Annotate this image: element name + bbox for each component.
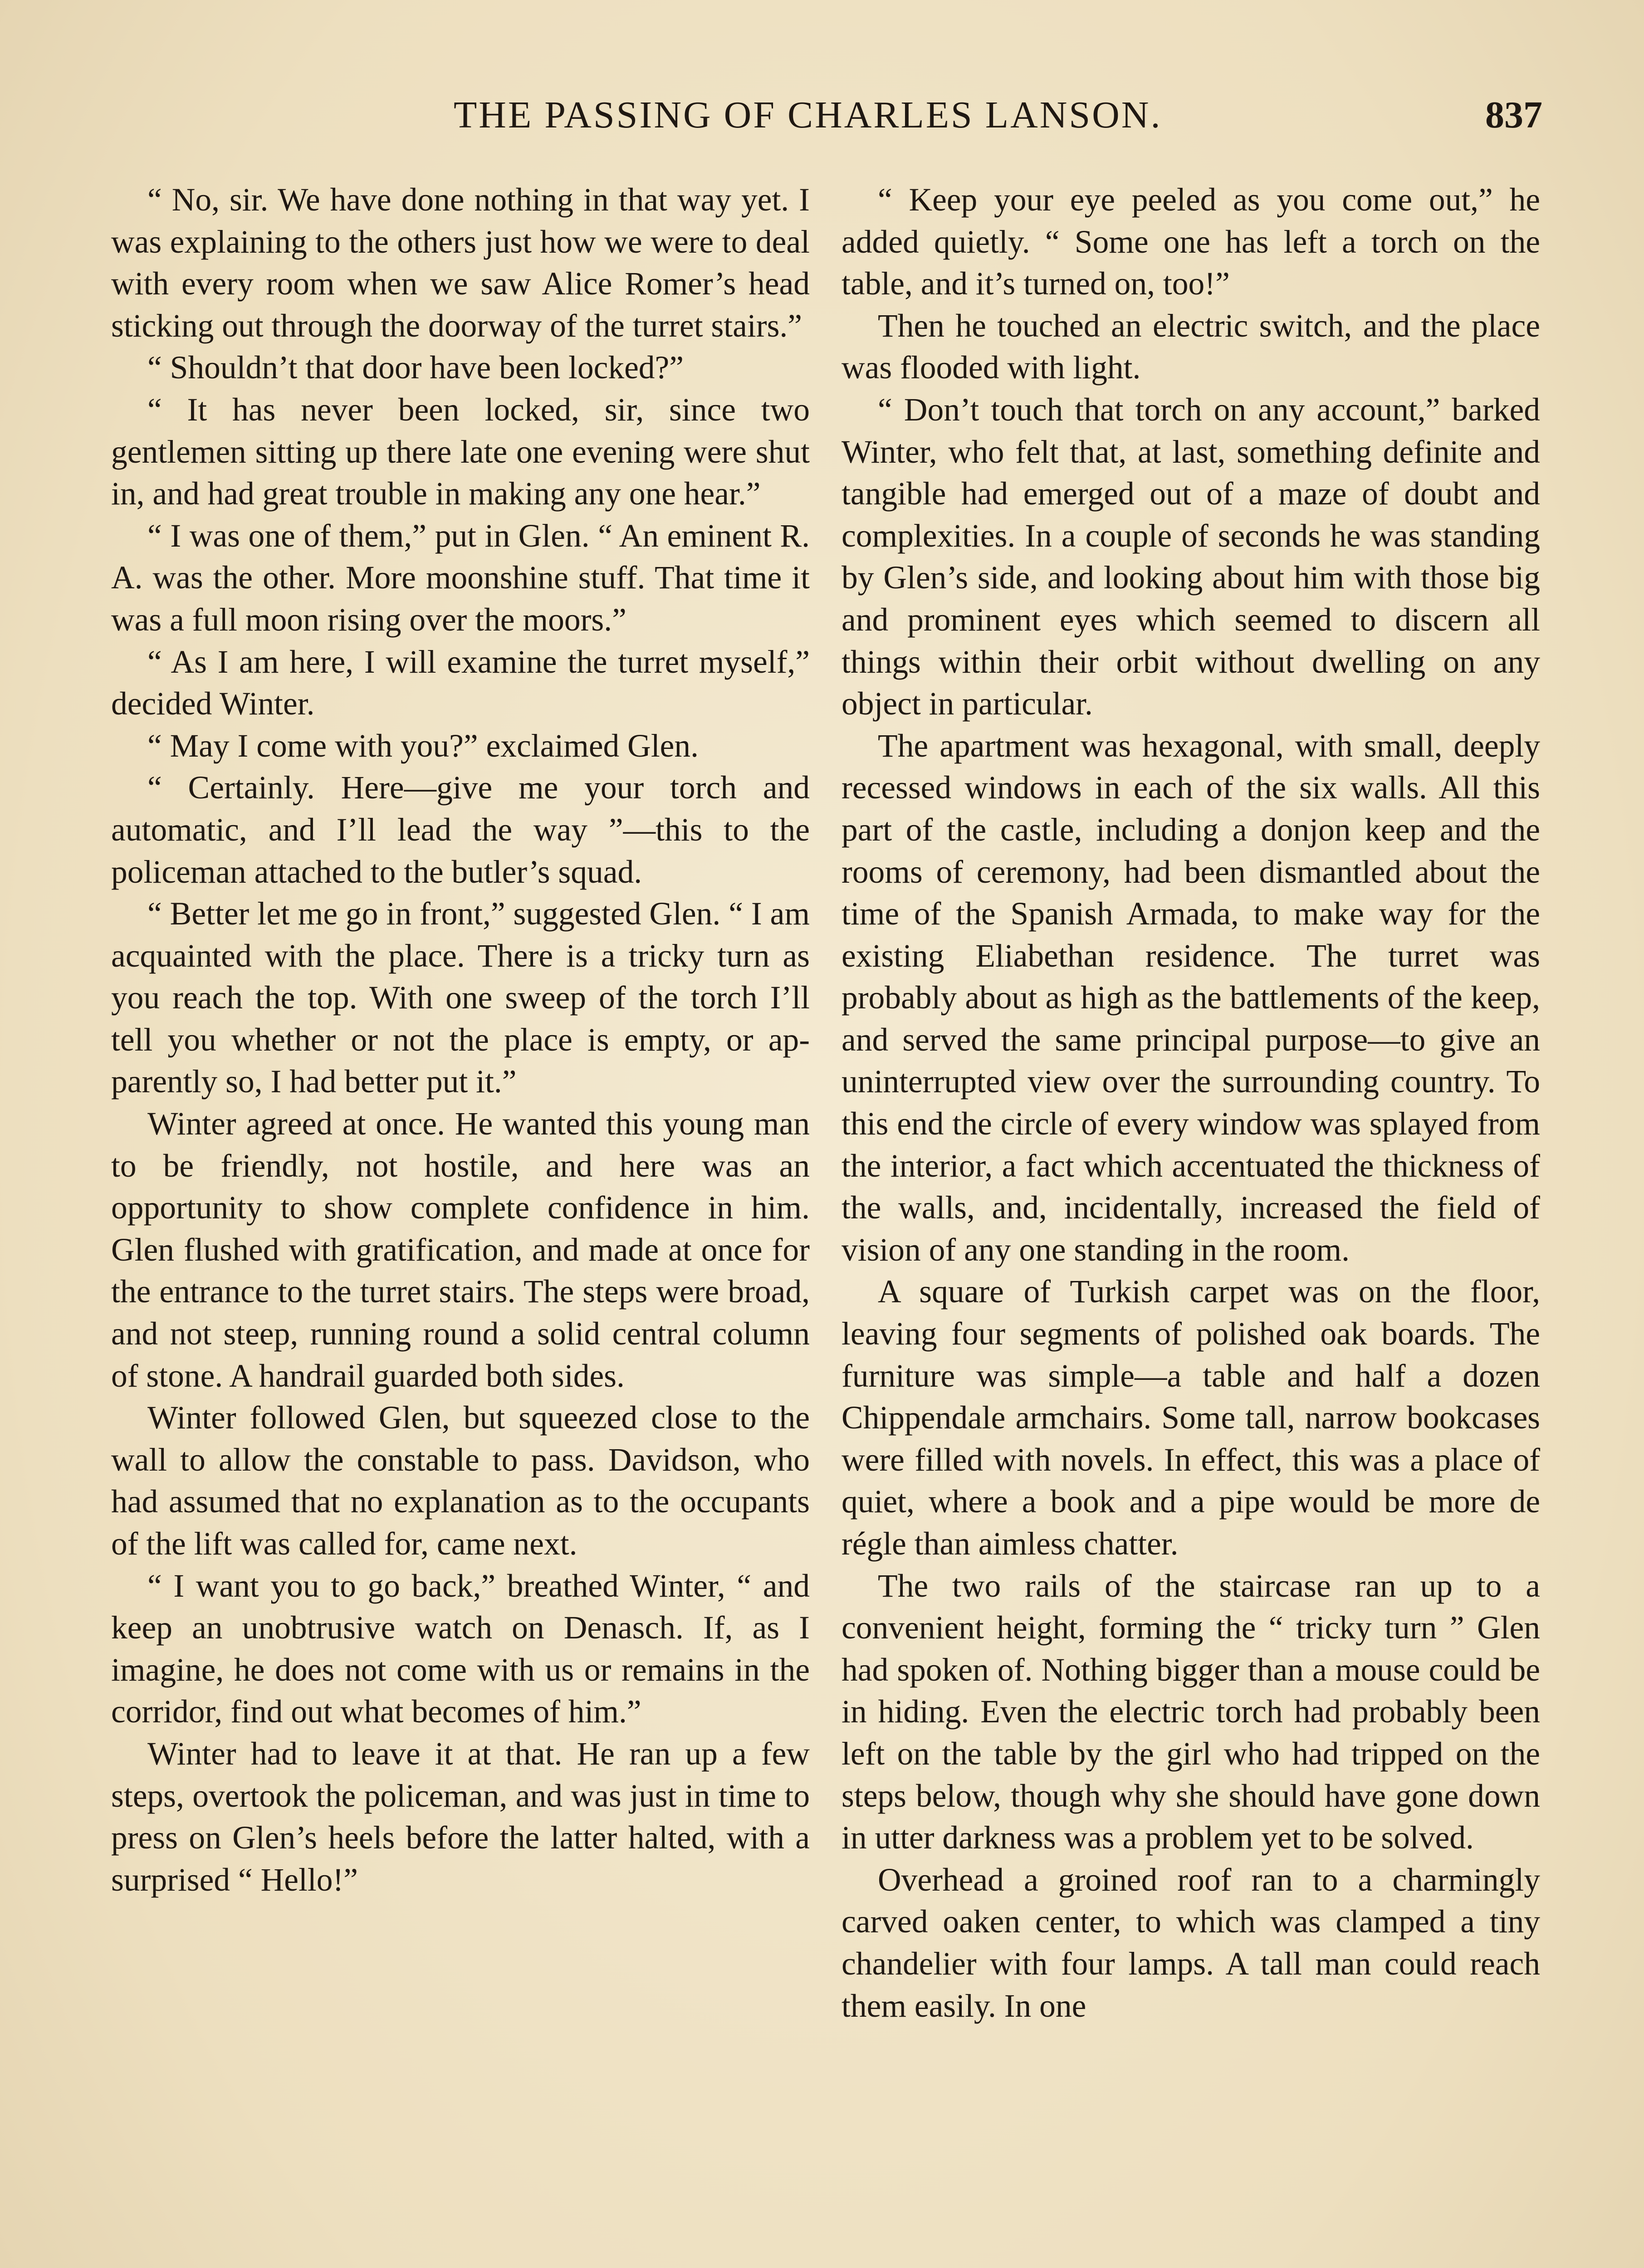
page-header [113,93,1542,152]
paragraph: The apartment was hexagonal, with small, deeply recessed windows in each of the six walls. All this part of the castle, including a donjon keep and the rooms of ceremony, had been dismantled about the time of the Spanish Armada, to make way for the existing Eliabethan residence. The turret was probably about as high as the battlements of the keep, and served the same principal purpose—to give an uninterrupted view over the surrounding country. To this end the circle of every window was splayed from the interior, a fact which accentuated the thickness of the walls, and, incidentally, increased the field of vision of any one standing in the room. [842,728,1540,1268]
paragraph: “ Shouldn’t that door have been locked?” [147,350,684,386]
page-number: 837 [1485,94,1542,136]
paragraph: Winter followed Glen, but squeezed close to the wall to allow the constable to pass. Davidson, who had assumed that no explanation as to the occupants of the lift was called for, came next. [111,1400,810,1562]
paragraph: Then he touched an electric switch, and the place was flooded with light. [842,308,1540,386]
paragraph: “ No, sir. We have done nothing in that way yet. I was explaining to the others just how we were to deal with every room when we saw Alice Romer’s head sticking out through the doorway of the turret stairs.” [111,182,810,344]
paragraph: “ Keep your eye peeled as you come out,” he added quietly. “ Some one has left a torch on the table, and it’s turned on, too!” [842,182,1540,302]
paragraph: “ I want you to go back,” breathed Winter, “ and keep an unobtrusive watch on Denasch. If, as I imagine, he does not come with us or remains in the corridor, find out what becomes of him.” [111,1568,810,1730]
paragraph: “ Don’t touch that torch on any account,” barked Winter, who felt that, at last, something definite and tangible had emerged out of a maze of doubt and complexities. In a couple of seconds he was standing by Glen’s side, and looking about him with those big and prominent eyes which seemed to discern all things within their orbit without dwelling on any object in particular. [842,391,1540,722]
paragraph: “ As I am here, I will examine the turret myself,” decided Winter. [111,644,810,722]
paragraph: “ Better let me go in front,” suggested Glen. “ I am acquainted with the place. There is a tricky turn as you reach the top. With one sweep of the torch I’ll tell you whether or not the place is empty, or apparently so, I had better put it.” [111,896,810,1100]
left-column [111,179,810,2268]
paragraph: Overhead a groined roof ran to a charmingly carved oaken center, to which was clamped a tiny chandelier with four lamps. A tall man could reach them easily. In one [842,1862,1540,2024]
paragraph: “ It has never been locked, sir, since two gentlemen sitting up there late one evening were shut in, and had great trouble in making any one hear.” [111,391,810,512]
paragraph: Winter had to leave it at that. He ran up a few steps, overtook the policeman, and was just in time to press on Glen’s heels before the latter halted, with a surprised “ Hello!” [111,1735,810,1898]
paragraph: Winter agreed at once. He wanted this young man to be friendly, not hostile, and here was an opportunity to show complete confidence in him. Glen flushed with gratification, and made at once for the entrance to the turret stairs. The steps were broad, and not steep, running round a solid central column of stone. A handrail guarded both sides. [111,1106,810,1394]
running-title: THE PASSING OF CHARLES LANSON. [454,94,1162,136]
right-column [842,179,1540,2268]
paragraph: A square of Turkish carpet was on the floor, leaving four segments of polished oak boards. The furniture was simple—a table and half a dozen Chippendale armchairs. Some tall, narrow bookcases were filled with novels. In effect, this was a place of quiet, where a book and a pipe would be more de régle than aimless chatter. [842,1274,1540,1562]
paragraph: The two rails of the staircase ran up to a convenient height, forming the “ tricky turn ” Glen had spoken of. Nothing bigger than a mouse could be in hiding. Even the electric torch had probably been left on the table by the girl who had tripped on the steps below, though why she should have gone down in utter darkness was a problem yet to be solved. [842,1568,1540,1856]
paragraph: “ Certainly. Here—give me your torch and automatic, and I’ll lead the way ”—this to the policeman attached to the butler’s squad. [111,770,810,890]
paragraph: “ I was one of them,” put in Glen. “ An eminent R. A. was the other. More moonshine stuff. That time it was a full moon rising over the moors.” [111,518,810,638]
paragraph: “ May I come with you?” exclaimed Glen. [147,728,699,764]
